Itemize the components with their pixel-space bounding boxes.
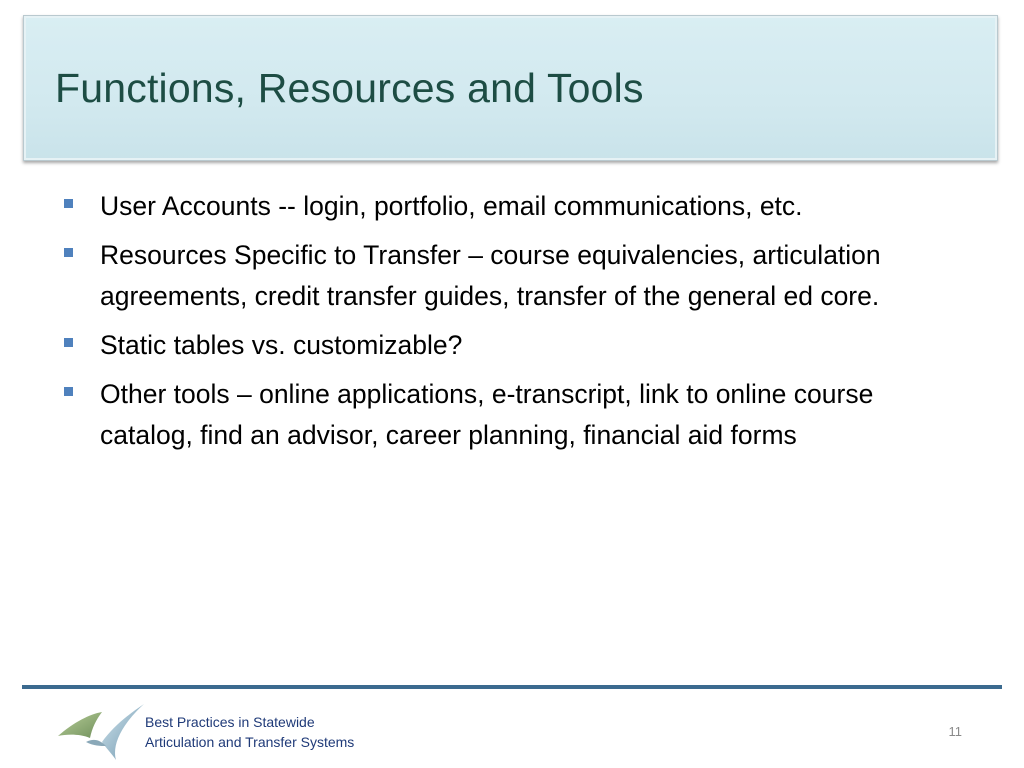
bullet-text: Resources Specific to Transfer – course equivalencies, articulation agreements, credit transfer guides, transfer of the general ed core. <box>100 240 881 311</box>
bullet-text: Other tools – online applications, e-transcript, link to online course catalog, find an advisor, career planning, financial aid forms <box>100 379 874 450</box>
square-bullet-icon <box>64 248 73 257</box>
bullet-item <box>62 235 962 317</box>
bullet-item <box>62 186 962 227</box>
bullet-item <box>62 374 962 456</box>
bullet-item <box>62 325 962 366</box>
square-bullet-icon <box>64 387 73 396</box>
title-banner <box>23 15 998 161</box>
bullet-list <box>62 186 962 464</box>
footer-divider <box>22 685 1002 689</box>
bullet-text: Static tables vs. customizable? <box>100 330 463 360</box>
square-bullet-icon <box>64 338 73 347</box>
footer-line-1: Best Practices in Statewide <box>145 714 315 730</box>
bullet-text: User Accounts -- login, portfolio, email communications, etc. <box>100 191 803 221</box>
square-bullet-icon <box>64 199 73 208</box>
footer-caption <box>145 712 354 752</box>
footer-line-2: Articulation and Transfer Systems <box>145 734 355 750</box>
page-number: 11 <box>948 724 962 739</box>
slide-title: Functions, Resources and Tools <box>55 65 644 111</box>
bird-wing-logo-icon <box>56 702 148 762</box>
